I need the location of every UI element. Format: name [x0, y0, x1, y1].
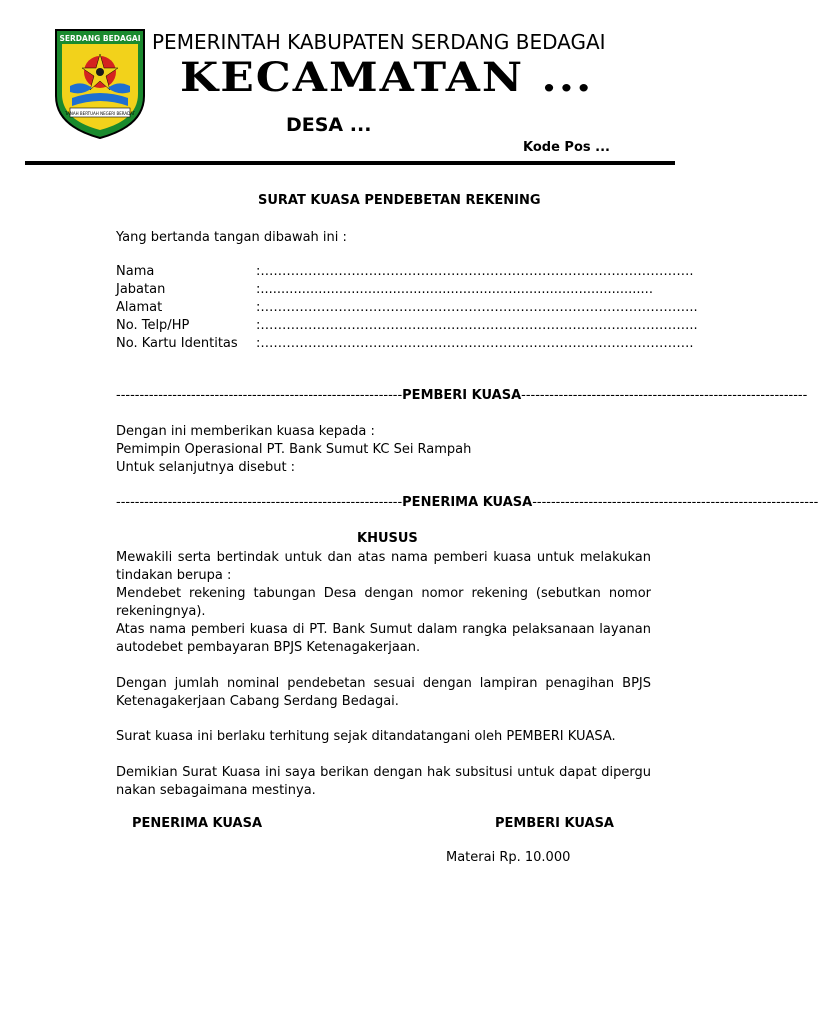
grant-line-2: Pemimpin Operasional PT. Bank Sumut KC Sei Rampah — [116, 442, 472, 457]
signature-label-penerima: PENERIMA KUASA — [132, 816, 263, 831]
field-label-telp: No. Telp/HP — [116, 318, 190, 333]
paragraph-mendebet: Mendebet rekening tabungan Desa dengan nomor rekening (sebutkan nomor rekeningnya). — [116, 586, 651, 619]
emblem-motto-text: TANAH BERTUAH NEGERI BERADAT — [65, 111, 135, 116]
postal-code: Kode Pos ... — [523, 140, 610, 155]
separator-pemberi-kuasa — [116, 388, 808, 403]
special-heading: KHUSUS — [357, 531, 418, 546]
separator-label-penerima: PENERIMA KUASA — [402, 495, 533, 510]
field-dots-nama: :………………………………………………………………………………………. — [256, 264, 694, 279]
letterhead-divider — [25, 161, 675, 165]
paragraph-mewakili: Mewakili serta bertindak untuk dan atas nama pemberi kuasa untuk melakukan tindakan berupa : — [116, 550, 651, 583]
government-title: PEMERINTAH KABUPATEN SERDANG BEDAGAI — [152, 30, 606, 54]
village-title: DESA ... — [286, 114, 372, 136]
field-label-kartu-identitas: No. Kartu Identitas — [116, 336, 238, 351]
grant-line-1: Dengan ini memberikan kuasa kepada : — [116, 424, 375, 439]
paragraph-jumlah-nominal: Dengan jumlah nominal pendebetan sesuai dengan lampiran penagihan BPJS Ketenagakerjaan Cabang Serdang Bedagai. — [116, 676, 651, 709]
grant-line-3: Untuk selanjutnya disebut : — [116, 460, 296, 475]
field-label-nama: Nama — [116, 264, 155, 279]
stamp-duty-note: Materai Rp. 10.000 — [446, 850, 571, 865]
separator-label-pemberi: PEMBERI KUASA — [402, 388, 522, 403]
field-dots-jabatan: :............................................................................................... — [256, 282, 653, 297]
district-title: KECAMATAN ... — [180, 54, 594, 101]
separator-dashes-right: ------------------------------------------------------------- — [521, 388, 808, 403]
field-label-alamat: Alamat — [116, 300, 163, 315]
document-title: SURAT KUASA PENDEBETAN REKENING — [258, 193, 541, 208]
field-dots-alamat: :……………………………………………………………………………………….. — [256, 300, 698, 315]
paragraph-demikian: Demikian Surat Kuasa ini saya berikan dengan hak subsitusi untuk dapat dipergunakan sebagaimana mestinya. — [116, 765, 651, 798]
paragraph-atas-nama: Atas nama pemberi kuasa di PT. Bank Sumut dalam rangka pelaksanaan layanan autodebet pembayaran BPJS Ketenagakerjaan. — [116, 622, 651, 655]
field-dots-telp: :……………………………………………………………………………………….. — [256, 318, 698, 333]
separator-dashes-left: ------------------------------------------------------------- — [116, 495, 403, 510]
emblem-top-text: SERDANG BEDAGAI — [59, 34, 141, 43]
field-dots-kartu-identitas: :………………………………………………………………………………………. — [256, 336, 694, 351]
regency-emblem-logo — [52, 26, 148, 140]
intro-text: Yang bertanda tangan dibawah ini : — [116, 230, 347, 245]
separator-dashes-right: ------------------------------------------------------------- — [532, 495, 818, 510]
field-label-jabatan: Jabatan — [116, 282, 166, 297]
paragraph-berlaku: Surat kuasa ini berlaku terhitung sejak ditandatangani oleh PEMBERI KUASA. — [116, 729, 616, 744]
signature-label-pemberi: PEMBERI KUASA — [495, 816, 614, 831]
separator-penerima-kuasa — [116, 495, 818, 510]
separator-dashes-left: ------------------------------------------------------------- — [116, 388, 403, 403]
